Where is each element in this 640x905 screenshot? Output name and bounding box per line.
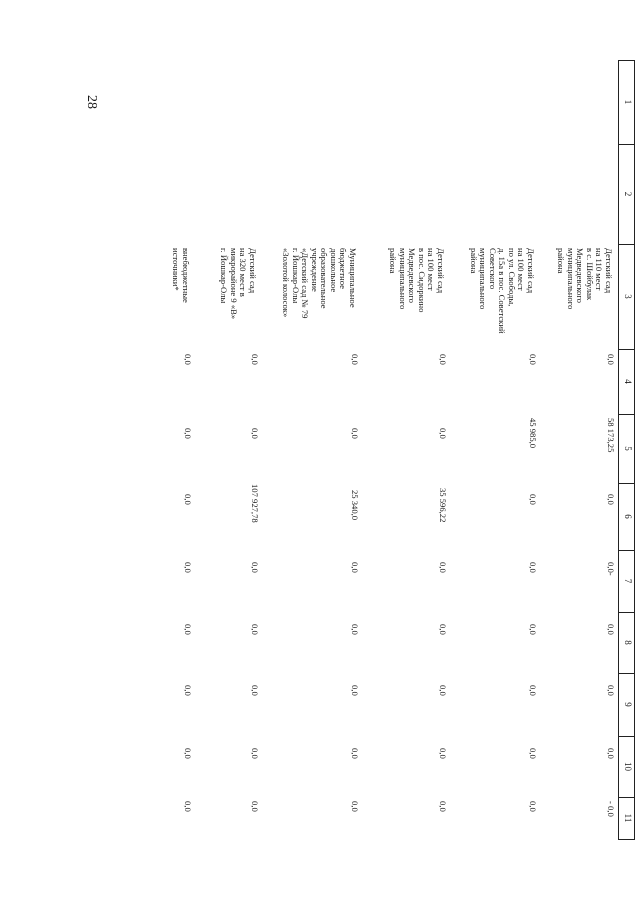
value-col-7: 0,0 (250, 562, 260, 573)
value-col-5: 58 173,25 (606, 418, 616, 453)
value-col-6: 0,0 (183, 494, 193, 505)
value-col-5: 0,0 (438, 428, 448, 439)
table-row (245, 60, 360, 840)
value-col-4: 0,0 (438, 354, 448, 365)
value-col-11: 0,0 (438, 801, 448, 812)
col-header-1: 1 (623, 99, 633, 105)
value-col-8: 0,0 (528, 624, 538, 635)
col-header-11: 11 (623, 813, 633, 823)
table-header-border (618, 60, 619, 840)
value-col-10: 0,0 (528, 748, 538, 759)
value-col-7: 0,0 (183, 562, 193, 573)
value-col-6: 0,0 (528, 494, 538, 505)
table-row (355, 60, 448, 840)
value-col-10: 0,0 (183, 748, 193, 759)
value-col-4: 0,0 (250, 354, 260, 365)
row-name: внебюджетные источники* (171, 248, 191, 303)
value-col-8: 0,0 (350, 624, 360, 635)
table-row (187, 60, 260, 840)
value-col-11: 0,0 (350, 801, 360, 812)
value-col-5: 0,0 (250, 428, 260, 439)
value-col-4: 0,0 (606, 354, 616, 365)
col-header-9: 9 (623, 702, 633, 707)
value-col-8: 0,0 (183, 624, 193, 635)
budget-table (115, 60, 635, 840)
table-top-border (634, 60, 635, 840)
value-col-5: 45 985,0 (528, 418, 538, 449)
value-col-10: 0,0 (438, 748, 448, 759)
col-header-6: 6 (623, 514, 633, 519)
value-col-6: 35 596,22 (438, 488, 448, 523)
table-row (150, 60, 193, 840)
row-name: Детский сад на 110 мест в с. Шойбулак Медведевского муниципального района (556, 248, 614, 310)
value-col-11: - 0,0 (606, 801, 616, 817)
page-number: 28 (84, 95, 99, 109)
value-col-6: 0,0 (606, 494, 616, 505)
col-divider (619, 839, 635, 840)
value-col-4: 0,0 (183, 354, 193, 365)
row-name: Детский сад на 320 мест в микрорайоне 9 «В» г. Йошкар-Олы (219, 248, 258, 320)
value-col-8: 0,0 (250, 624, 260, 635)
col-header-3: 3 (623, 294, 633, 299)
value-col-10: 0,0 (250, 748, 260, 759)
value-col-7: 0,0 (438, 562, 448, 573)
value-col-8: 0,0 (606, 624, 616, 635)
value-col-5: 0,0 (350, 428, 360, 439)
col-header-2: 2 (623, 191, 633, 197)
value-col-9: 0,0 (350, 685, 360, 696)
value-col-9: 0,0 (528, 685, 538, 696)
value-col-9: 0,0 (438, 685, 448, 696)
value-col-11: 0,0 (528, 801, 538, 812)
col-header-5: 5 (623, 446, 633, 451)
value-col-6: 107 927,78 (250, 484, 260, 523)
col-header-7: 7 (623, 578, 633, 584)
value-col-9: 0,0 (250, 685, 260, 696)
value-col-9: 0,0 (183, 685, 193, 696)
value-col-10: 0,0 (606, 748, 616, 759)
value-col-8: 0,0 (438, 624, 448, 635)
row-name: Детский сад на 100 мест по ул. Свободы, д. 15а в пос. Советский Советского муниципального района (469, 248, 536, 334)
value-col-7: 0,0 (350, 562, 360, 573)
value-col-4: 0,0 (350, 354, 360, 365)
table-row (439, 60, 538, 840)
value-col-11: 0,0 (183, 801, 193, 812)
value-col-9: 0,0 (606, 685, 616, 696)
rotated-table-wrapper (115, 60, 635, 840)
row-name: Детский сад на 100 мест в пос. Сидоркино Медведевского муниципального района (388, 248, 446, 313)
value-col-11: 0,0 (250, 801, 260, 812)
value-col-6: 25 340,0 (350, 490, 360, 521)
col-header-4: 4 (623, 379, 633, 384)
row-name: Муниципальное бюджетное дошкольное образовательное учреждение «Детский сад № 79 г. Йошкар-Олы «Золотой колосок» (281, 248, 358, 319)
col-header-8: 8 (623, 640, 633, 645)
value-col-5: 0,0 (183, 428, 193, 439)
value-col-4: 0,0 (528, 354, 538, 365)
col-header-10: 10 (623, 762, 633, 771)
value-col-7: 0,0- (606, 562, 616, 576)
value-col-10: 0,0 (350, 748, 360, 759)
value-col-7: 0,0 (528, 562, 538, 573)
